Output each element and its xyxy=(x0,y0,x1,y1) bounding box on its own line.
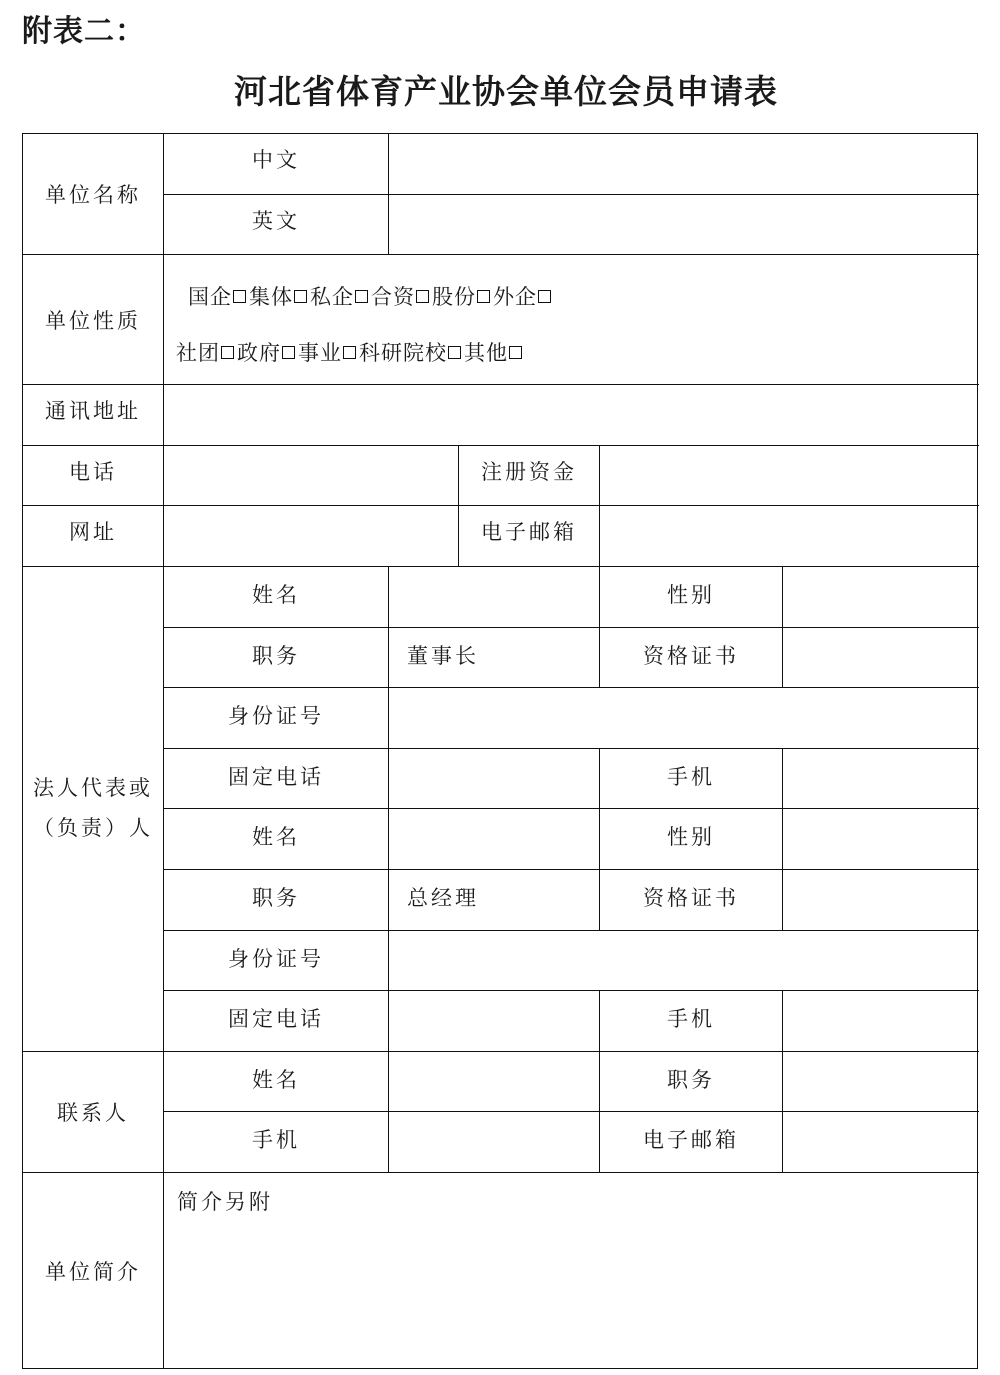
unit-nature-option xyxy=(176,337,237,367)
application-form xyxy=(22,133,978,1369)
unit-nature-option xyxy=(493,281,554,311)
contact-position-field[interactable] xyxy=(783,1052,979,1112)
rep1-gender-field[interactable] xyxy=(783,567,979,628)
rep2-cert-field[interactable] xyxy=(783,870,979,931)
checkbox[interactable] xyxy=(294,290,307,303)
legal-rep-label-line1: 法人代表或 xyxy=(33,776,153,801)
rep1-mobile-field[interactable] xyxy=(783,749,979,809)
unit-name-label: 单位名称 xyxy=(23,134,164,255)
rep2-mobile-field[interactable] xyxy=(783,991,979,1052)
legal-rep-label xyxy=(23,567,164,1052)
contact-name-label: 姓名 xyxy=(164,1052,389,1112)
unit-name-english-label: 英文 xyxy=(164,195,389,255)
unit-nature-option xyxy=(298,337,359,367)
rep1-name-label: 姓名 xyxy=(164,567,389,628)
rep1-cert-field[interactable] xyxy=(783,628,979,688)
rep2-id-label: 身份证号 xyxy=(164,931,389,991)
checkbox[interactable] xyxy=(538,290,551,303)
unit-nature-option xyxy=(464,337,525,367)
unit-nature-option-label: 国企 xyxy=(188,285,232,309)
website-label: 网址 xyxy=(23,506,164,567)
unit-nature-option xyxy=(188,281,249,311)
checkbox[interactable] xyxy=(233,290,246,303)
checkbox[interactable] xyxy=(355,290,368,303)
address-field[interactable] xyxy=(164,385,979,446)
unit-nature-option-label: 外企 xyxy=(493,285,537,309)
contact-email-field[interactable] xyxy=(783,1112,979,1173)
rep2-landline-label: 固定电话 xyxy=(164,991,389,1052)
unit-intro-label: 单位简介 xyxy=(23,1173,164,1368)
rep2-name-field[interactable] xyxy=(389,809,600,870)
rep2-position-field[interactable]: 总经理 xyxy=(389,870,600,931)
unit-nature-option-label: 股份 xyxy=(432,285,476,309)
form-title: 河北省体育产业协会单位会员申请表 xyxy=(234,72,778,111)
rep1-gender-label: 性别 xyxy=(600,567,783,628)
unit-nature-option-label: 科研院校 xyxy=(359,341,447,365)
contact-name-field[interactable] xyxy=(389,1052,600,1112)
contact-label: 联系人 xyxy=(23,1052,164,1173)
rep2-cert-label: 资格证书 xyxy=(600,870,783,931)
unit-nature-option xyxy=(359,337,464,367)
unit-nature-option xyxy=(432,281,493,311)
unit-nature-options-row1 xyxy=(188,281,554,311)
contact-mobile-field[interactable] xyxy=(389,1112,600,1173)
website-field[interactable] xyxy=(164,506,459,567)
unit-name-chinese-label: 中文 xyxy=(164,134,389,195)
unit-nature-option-label: 其他 xyxy=(464,341,508,365)
unit-nature-options xyxy=(164,255,979,385)
checkbox[interactable] xyxy=(448,346,461,359)
unit-nature-option-label: 集体 xyxy=(249,285,293,309)
unit-nature-option-label: 政府 xyxy=(237,341,281,365)
unit-nature-option xyxy=(237,337,298,367)
rep1-landline-field[interactable] xyxy=(389,749,600,809)
email-label: 电子邮箱 xyxy=(459,506,600,567)
rep1-position-field[interactable]: 董事长 xyxy=(389,628,600,688)
unit-nature-option-label: 社团 xyxy=(176,341,220,365)
checkbox[interactable] xyxy=(343,346,356,359)
unit-name-chinese-field[interactable] xyxy=(389,134,979,195)
rep1-id-field[interactable] xyxy=(389,688,979,749)
unit-nature-option-label: 私企 xyxy=(310,285,354,309)
checkbox[interactable] xyxy=(282,346,295,359)
contact-email-label: 电子邮箱 xyxy=(600,1112,783,1173)
unit-intro-text: 简介另附 xyxy=(177,1190,273,1214)
unit-intro-field[interactable] xyxy=(164,1173,979,1368)
email-field[interactable] xyxy=(600,506,979,567)
checkbox[interactable] xyxy=(477,290,490,303)
checkbox[interactable] xyxy=(416,290,429,303)
rep2-landline-field[interactable] xyxy=(389,991,600,1052)
unit-nature-option xyxy=(310,281,371,311)
rep2-id-field[interactable] xyxy=(389,931,979,991)
rep1-name-field[interactable] xyxy=(389,567,600,628)
rep2-position-label: 职务 xyxy=(164,870,389,931)
rep2-gender-label: 性别 xyxy=(600,809,783,870)
contact-mobile-label: 手机 xyxy=(164,1112,389,1173)
unit-nature-option-label: 事业 xyxy=(298,341,342,365)
rep1-cert-label: 资格证书 xyxy=(600,628,783,688)
unit-nature-option-label: 合资 xyxy=(371,285,415,309)
registered-capital-label: 注册资金 xyxy=(459,446,600,506)
rep1-position-label: 职务 xyxy=(164,628,389,688)
unit-nature-option xyxy=(249,281,310,311)
phone-field[interactable] xyxy=(164,446,459,506)
rep2-gender-field[interactable] xyxy=(783,809,979,870)
registered-capital-field[interactable] xyxy=(600,446,979,506)
rep2-name-label: 姓名 xyxy=(164,809,389,870)
rep1-mobile-label: 手机 xyxy=(600,749,783,809)
appendix-heading: 附表二： xyxy=(22,14,146,49)
address-label: 通讯地址 xyxy=(23,385,164,446)
contact-position-label: 职务 xyxy=(600,1052,783,1112)
rep1-id-label: 身份证号 xyxy=(164,688,389,749)
checkbox[interactable] xyxy=(221,346,234,359)
rep2-mobile-label: 手机 xyxy=(600,991,783,1052)
phone-label: 电话 xyxy=(23,446,164,506)
unit-nature-option xyxy=(371,281,432,311)
rep1-landline-label: 固定电话 xyxy=(164,749,389,809)
checkbox[interactable] xyxy=(509,346,522,359)
unit-name-english-field[interactable] xyxy=(389,195,979,255)
legal-rep-label-line2: （负责）人 xyxy=(33,816,153,840)
unit-nature-options-row2 xyxy=(176,337,525,367)
unit-nature-label: 单位性质 xyxy=(23,255,164,385)
